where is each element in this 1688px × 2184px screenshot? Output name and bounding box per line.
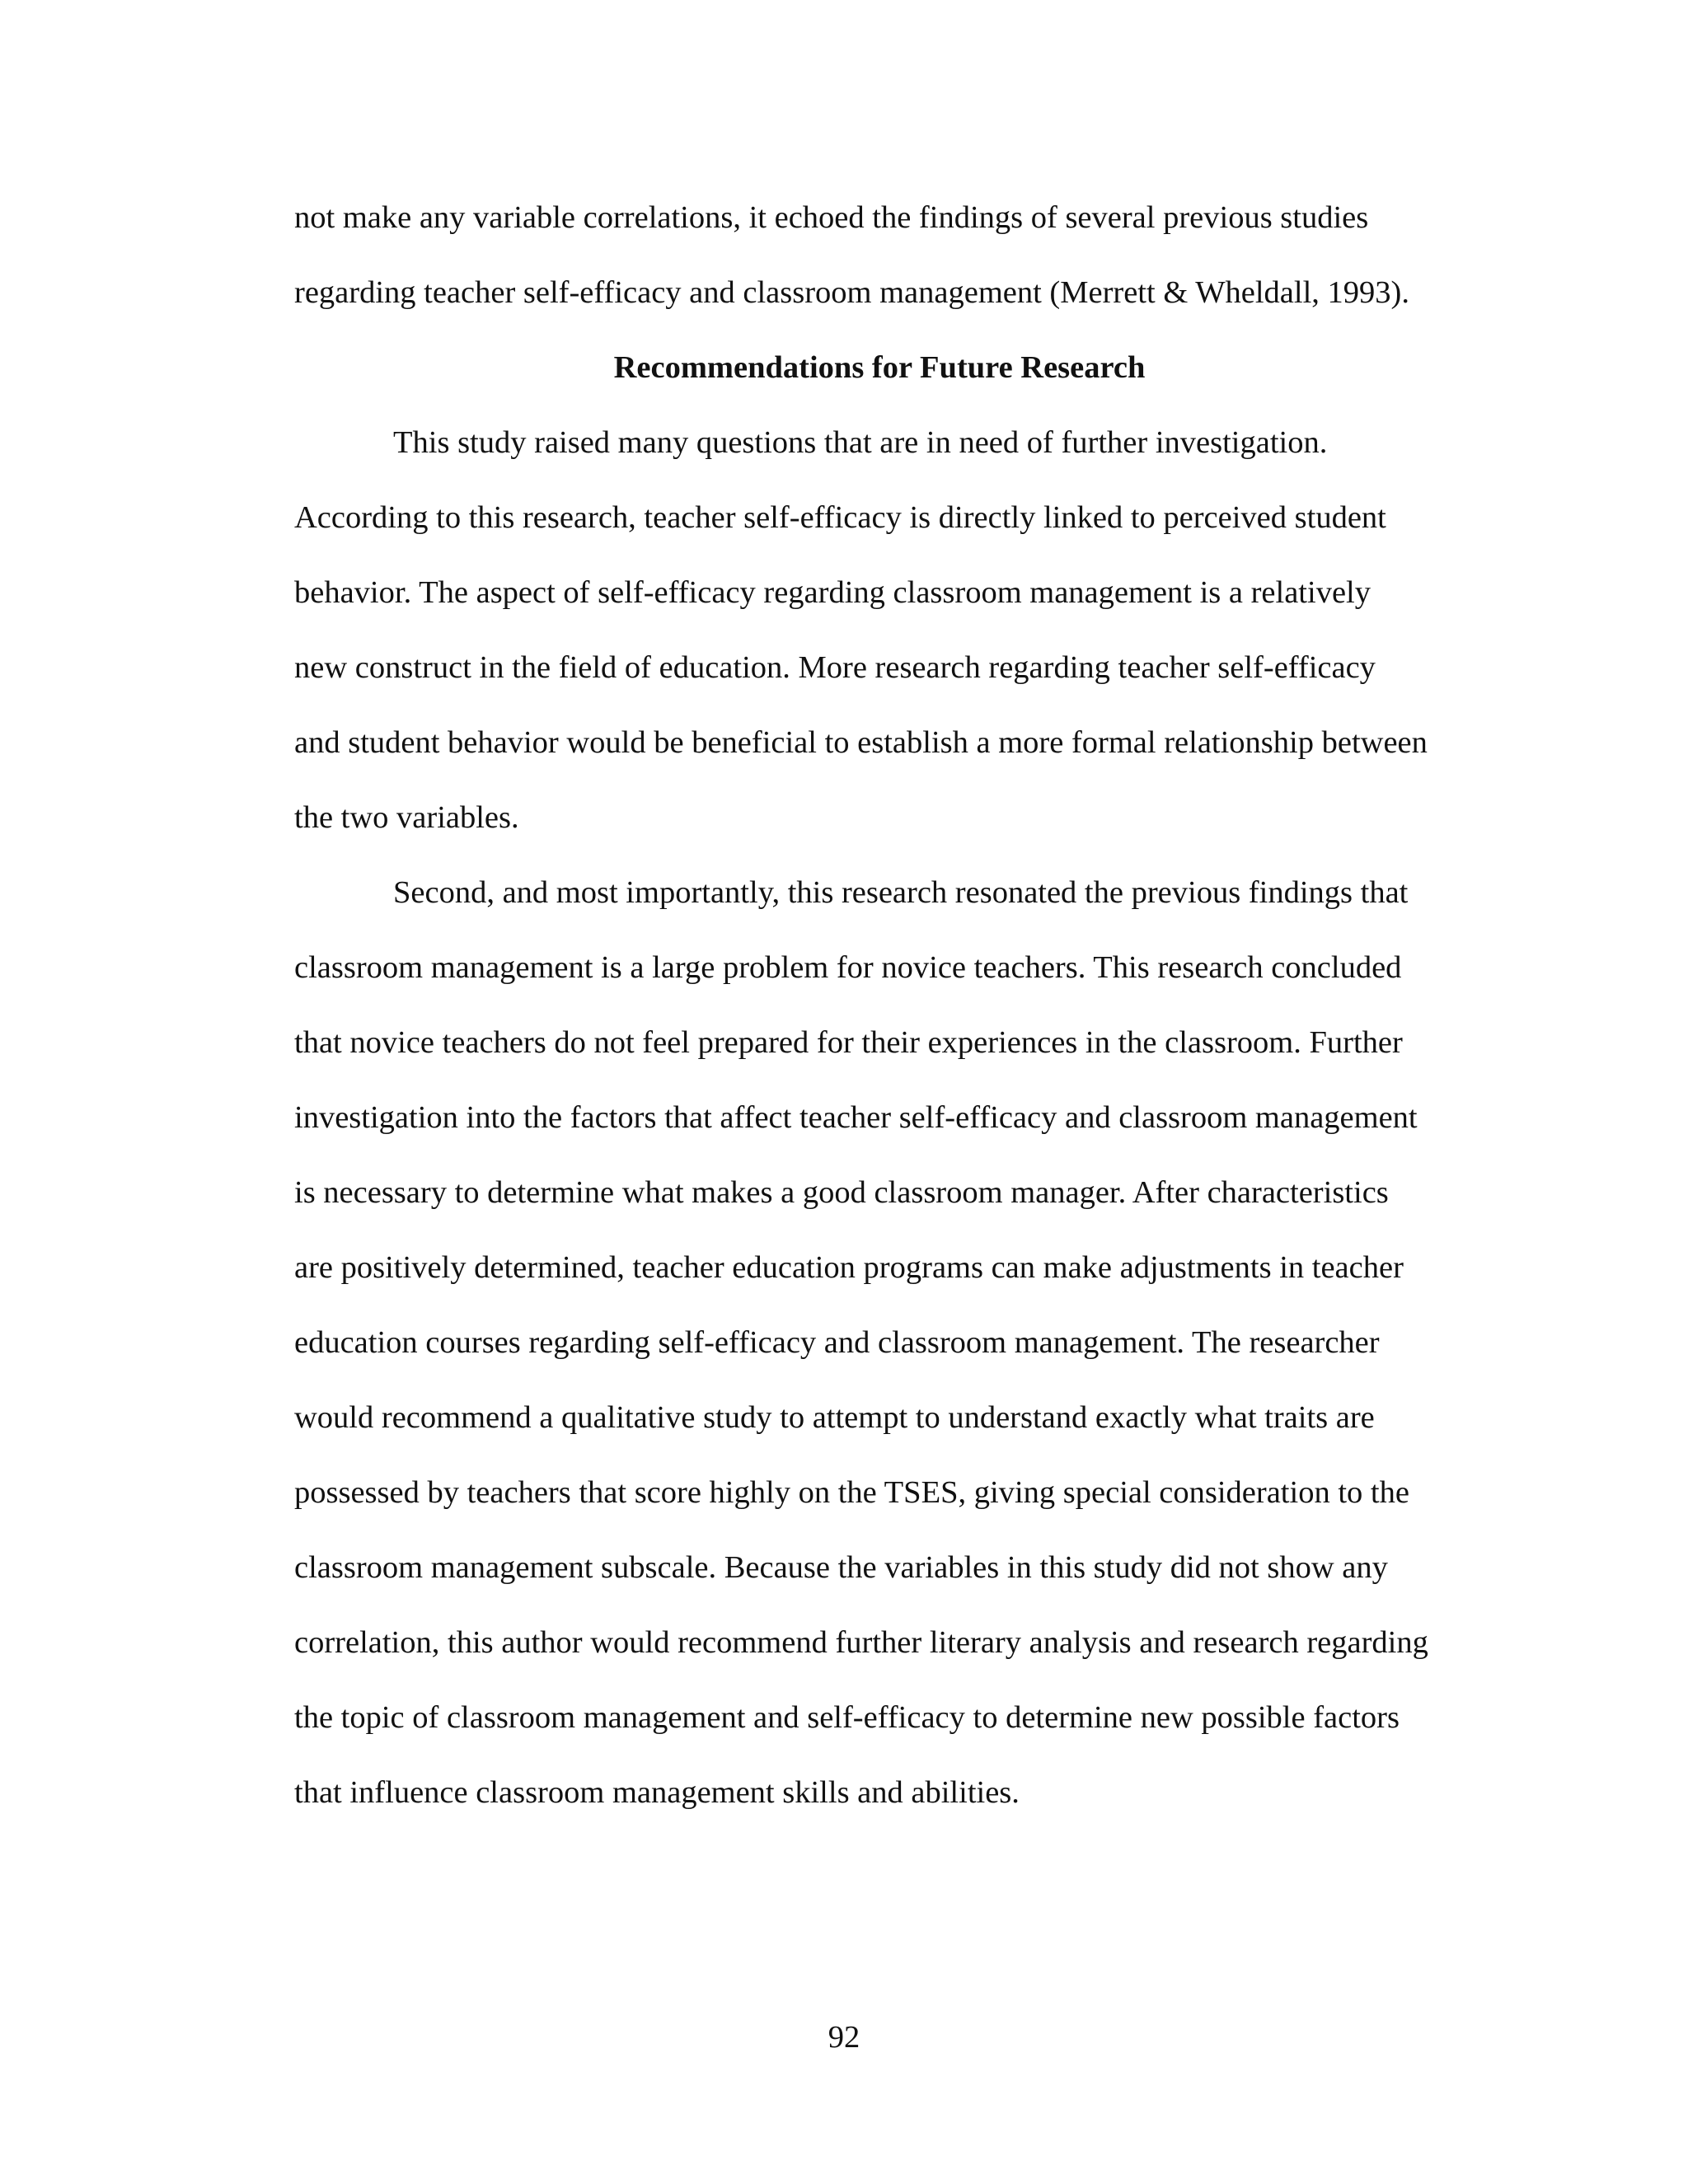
text-line: behavior. The aspect of self-efficacy regarding classroom management is a relatively <box>294 575 1371 610</box>
text-line: regarding teacher self-efficacy and classroom management (Merrett & Wheldall, 1993). <box>294 275 1409 310</box>
text-line: classroom management subscale. Because the variables in this study did not show any <box>294 1550 1388 1585</box>
text-line: not make any variable correlations, it echoed the findings of several previous studies <box>294 200 1369 235</box>
text-line: education courses regarding self-efficacy and classroom management. The researcher <box>294 1325 1380 1360</box>
text-line: new construct in the field of education. More research regarding teacher self-efficacy <box>294 650 1376 685</box>
text-line: and student behavior would be beneficial to establish a more formal relationship between <box>294 725 1428 760</box>
section-heading: Recommendations for Future Research <box>613 350 1146 385</box>
text-line: investigation into the factors that affect teacher self-efficacy and classroom management <box>294 1100 1418 1135</box>
text-line: the two variables. <box>294 800 519 835</box>
text-line: classroom management is a large problem for novice teachers. This research concluded <box>294 950 1402 985</box>
text-line: would recommend a qualitative study to attempt to understand exactly what traits are <box>294 1400 1375 1435</box>
paragraph-first-line: This study raised many questions that are in need of further investigation. <box>393 425 1328 460</box>
text-line: that influence classroom management skills and abilities. <box>294 1775 1020 1810</box>
text-line: is necessary to determine what makes a good classroom manager. After characteristics <box>294 1175 1389 1210</box>
page-number: 92 <box>828 2020 860 2055</box>
text-line: the topic of classroom management and self-efficacy to determine new possible factors <box>294 1700 1400 1735</box>
text-line: possessed by teachers that score highly on the TSES, giving special consideration to the <box>294 1475 1409 1510</box>
text-line: According to this research, teacher self-efficacy is directly linked to perceived student <box>294 500 1386 535</box>
paragraph-first-line: Second, and most importantly, this research resonated the previous findings that <box>393 875 1409 910</box>
text-line: are positively determined, teacher education programs can make adjustments in teacher <box>294 1250 1404 1285</box>
text-line: correlation, this author would recommend further literary analysis and research regarding <box>294 1625 1428 1660</box>
text-line: that novice teachers do not feel prepared for their experiences in the classroom. Further <box>294 1025 1403 1060</box>
body-text <box>294 192 1465 1842</box>
